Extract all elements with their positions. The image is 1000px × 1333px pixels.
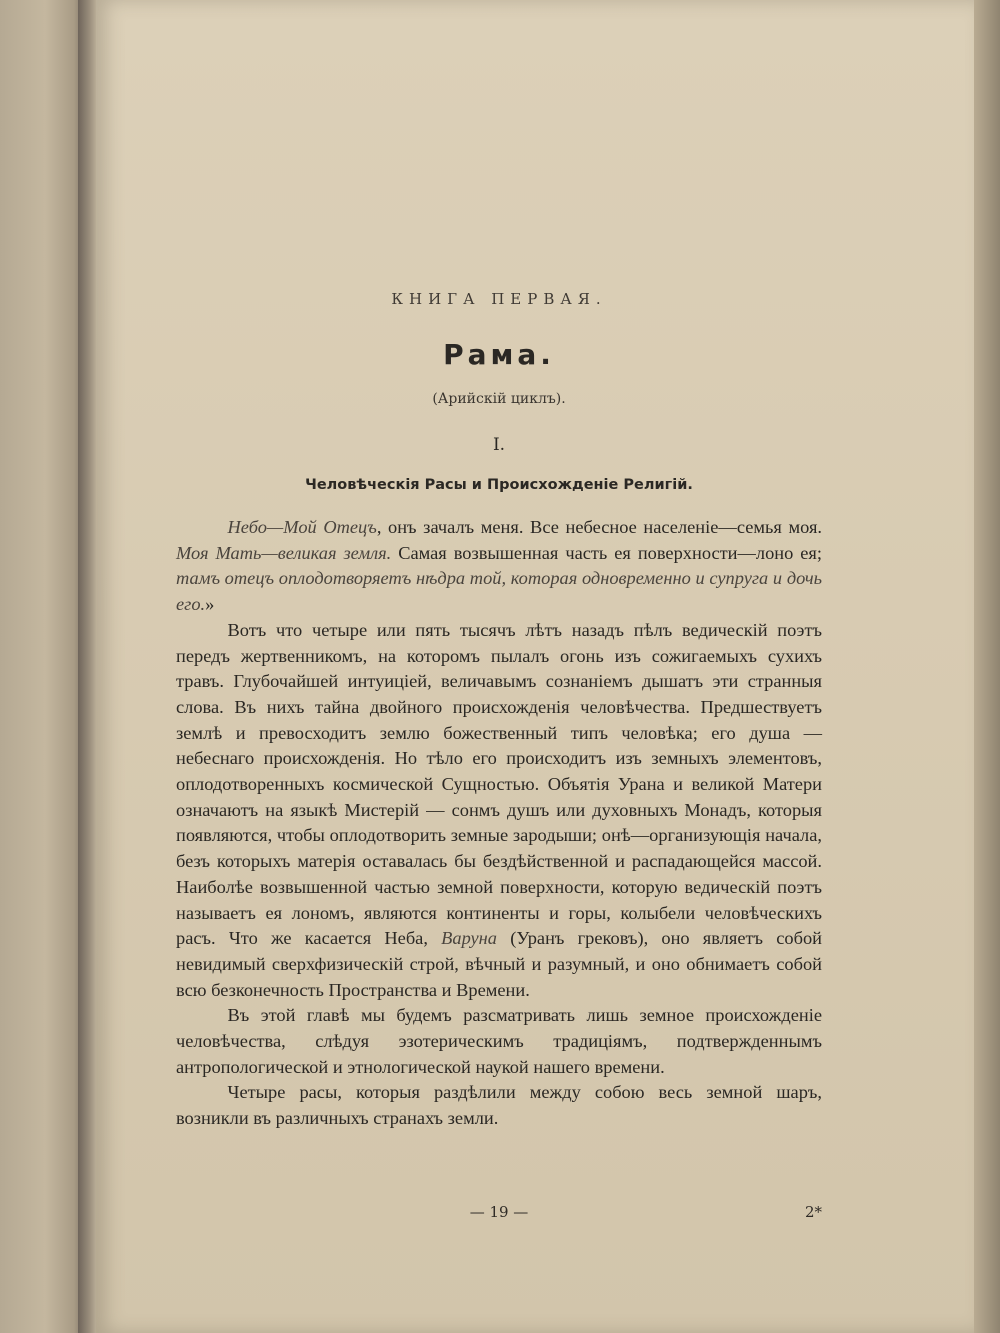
epigraph-text-2: Самая возвышенная часть ея поверхности—лоно ея; [391, 542, 822, 563]
page-title: Рама. [443, 338, 555, 371]
chapter-title: Человѣческія Расы и Происхожденіе Религій. [305, 477, 693, 493]
paragraph-2-text-1: Вотъ что четыре или пять тысячъ лѣтъ назадъ пѣлъ ведическій поэтъ передъ жертвенникомъ, на которомъ пылалъ огонь изъ сожигаемыхъ сухихъ травъ. Глубочайшей интуиціей, величавымъ сознаніемъ дышатъ эти странныя слова. Въ нихъ тайна двойного происхожденія человѣчества. Предшествуетъ землѣ и превосходитъ землю божественный типъ человѣка; его душа — небеснаго происхожденія. Но тѣло его происходитъ изъ земныхъ элементовъ, оплодотворенныхъ космической Сущностью. Объятія Урана и великой Матери означаютъ на языкѣ Мистерій — сонмъ душъ или духовныхъ Монадъ, которыя появляются, чтобы оплодотворить земные зародыши; онѣ—организующія начала, безъ которыхъ матерія оставалась бы бездѣйственной и распадающейся массой. Наиболѣе возвышенной частью земной поверхности, которую ведическій поэтъ называетъ ея лономъ, являются континенты и горы, колыбели человѣческихъ расъ. Что же касается Неба, [176, 619, 822, 949]
paragraph-2-text-2: (Уранъ грековъ), оно являетъ собой невидимый сверхфизическій строй, вѣчный и разумный, и оно обнимаетъ собой всю безконечность Пространства и Времени. [176, 928, 822, 1000]
epigraph-text-1: , онъ зачалъ меня. Все небесное населеніе—семья моя. [376, 517, 823, 537]
paragraph-2 [176, 618, 822, 1004]
epigraph-close-quote: » [205, 594, 215, 615]
page-number: — 19 — [469, 1203, 529, 1221]
epigraph-italic-3: тамъ отецъ оплодотворяетъ нѣдра той, которая одновременно и супруга и дочь его. [176, 568, 822, 615]
epigraph-italic-1: Небо—Мой Отецъ [227, 517, 377, 537]
paragraph-4: Четыре расы, которыя раздѣлили между собою весь земной шаръ, возникли въ различныхъ странахъ земли. [176, 1082, 822, 1129]
left-page-edge [0, 0, 82, 1333]
page-content [176, 290, 822, 1132]
epigraph-paragraph [176, 515, 822, 618]
book-label: КНИГА ПЕРВАЯ. [391, 290, 607, 308]
signature-mark: 2* [804, 1203, 822, 1221]
body-text [176, 515, 822, 1132]
epigraph-italic-2: Моя Мать—великая земля. [176, 542, 392, 563]
paragraph-3: Въ этой главѣ мы будемъ разсматривать лишь земное происхожденіе человѣчества, слѣдуя эзотерическимъ традиціямъ, подтвержденнымъ антропологической и этнологической наукой нашего времени. [176, 1005, 822, 1077]
right-page-edge [974, 0, 1000, 1333]
cycle-subtitle: (Арийскій циклъ). [432, 391, 566, 407]
chapter-number: I. [492, 435, 506, 455]
page-footer [176, 1203, 822, 1227]
paragraph-2-italic: Варуна [441, 928, 498, 949]
